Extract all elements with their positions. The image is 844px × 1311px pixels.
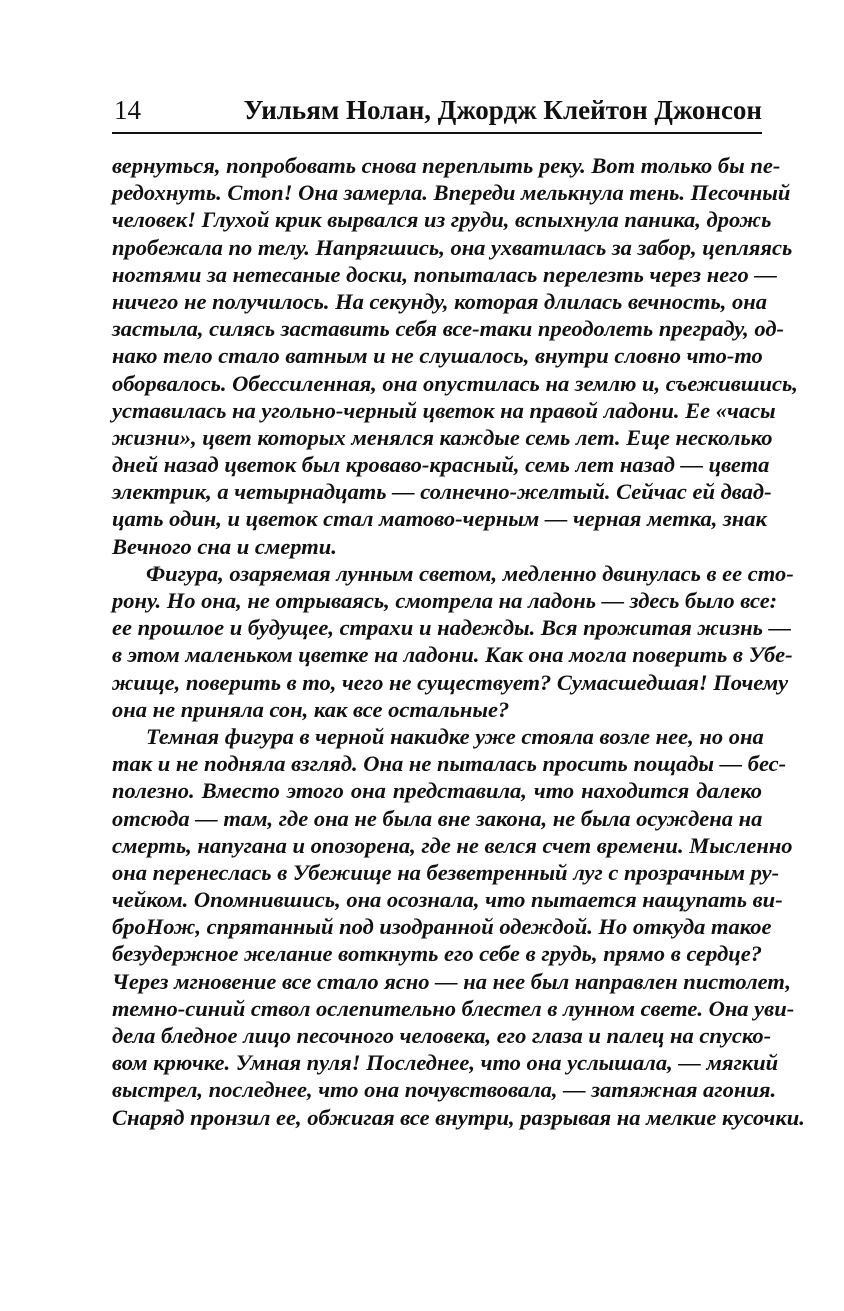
text-line: темно-синий ствол ослепительно блестел в лунном свете. Она уви- [112, 995, 795, 1021]
text-line: пробежала по телу. Напрягшись, она ухватилась за забор, цепляясь [112, 234, 793, 260]
text-line: броНож, спрятанный под изодранной одеждой. Но откуда такое [112, 914, 772, 940]
paragraph [112, 723, 805, 1131]
text-line: электрик, а четырнадцать — солнечно-желтый. Сейчас ей двад- [112, 479, 772, 505]
text-line: в этом маленьком цветке на ладони. Как она могла поверить в Убе- [112, 642, 793, 668]
text-line: застыла, силясь заставить себя все-таки преодолеть преграду, од- [112, 316, 784, 342]
text-line: безудержное желание воткнуть его себе в грудь, прямо в сердце? [112, 941, 762, 967]
text-line: вом крючке. Умная пуля! Последнее, что она услышала, — мягкий [112, 1050, 779, 1076]
running-title: Уильям Нолан, Джордж Клейтон Джонсон [243, 95, 762, 125]
body-text [112, 152, 805, 1131]
text-line: Темная фигура в черной накидке уже стояла возле нее, но она [146, 723, 764, 749]
text-line: она не приняла сон, как все остальные? [112, 696, 510, 722]
paragraph [112, 560, 794, 723]
text-line: нако тело стало ватным и не слушалось, внутри словно что-то [112, 343, 763, 369]
text-line: вернуться, попробовать снова переплыть реку. Вот только бы пе- [112, 153, 781, 178]
text-line: Снаряд пронзил ее, обжигая все внутри, разрывая на мелкие кусочки. [112, 1104, 805, 1130]
text-line: жизни», цвет которых менялся каждые семь лет. Еще несколько [112, 424, 773, 450]
text-line: Вечного сна и смерти. [112, 533, 337, 559]
text-line: дела бледное лицо песочного человека, его глаза и палец на спуско- [112, 1023, 772, 1048]
text-line: уставилась на угольно-черный цветок на правой ладони. Ее «часы [112, 397, 776, 423]
text-line: цать один, и цветок стал матово-черным — черная метка, знак [112, 506, 767, 532]
text-line: полезно. Вместо этого она представила, что находится далеко [112, 778, 762, 804]
text-line: так и не подняла взгляд. Она не пыталась просить пощады — бес- [112, 751, 787, 777]
text-line: ее прошлое и будущее, страхи и надежды. Вся прожитая жизнь — [112, 615, 792, 641]
text-line: рону. Но она, не отрываясь, смотрела на ладонь — здесь было все: [112, 588, 778, 613]
text-line: отсюда — там, где она не была вне закона, не была осуждена на [112, 805, 763, 831]
text-line: человек! Глухой крик вырвался из груди, вспыхнула паника, дрожь [112, 207, 772, 233]
text-line: чейком. Опомнившись, она осознала, что пытается нащупать ви- [112, 887, 783, 913]
text-line: ничего не получилось. На секунду, которая длилась вечность, она [112, 288, 767, 314]
text-line: редохнуть. Стоп! Она замерла. Впереди мелькнула тень. Песочный [112, 180, 791, 206]
text-line: смерть, напугана и опозорена, где не велся счет времени. Мысленно [112, 832, 793, 858]
page-number: 14 [114, 95, 141, 125]
text-line: оборвалось. Обессиленная, она опустилась на землю и, съежившись, [112, 370, 798, 396]
text-line: ногтями за нетесаные доски, попыталась перелезть через него — [112, 261, 777, 287]
text-line: Через мгновение все стало ясно — на нее был направлен пистолет, [112, 968, 792, 994]
paragraph [112, 152, 798, 560]
text-line: выстрел, последнее, что она почувствовала, — затяжная агония. [112, 1077, 777, 1103]
text-line: жище, поверить в то, чего не существует? Сумасшедшая! Почему [112, 669, 789, 695]
page-header [112, 94, 762, 134]
text-line: Фигура, озаряемая лунным светом, медленно двинулась в ее сто- [146, 560, 794, 586]
text-line: она перенеслась в Убежище на безветренный луг с прозрачным ру- [112, 859, 780, 885]
text-line: дней назад цветок был кроваво-красный, семь лет назад — цвета [112, 452, 770, 478]
